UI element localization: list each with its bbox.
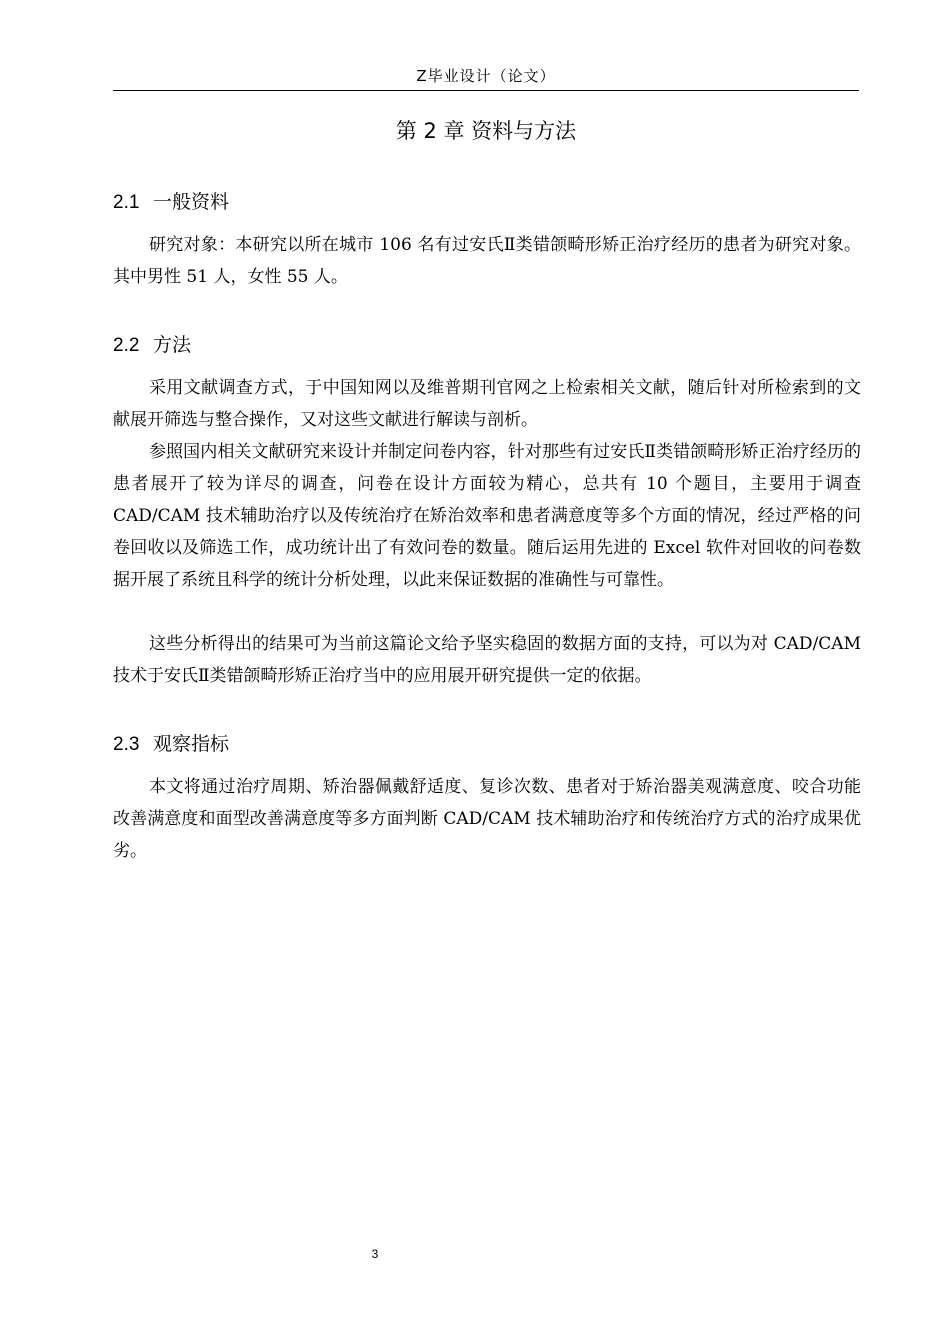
- page-header: Z毕业设计（论文）: [416, 67, 556, 85]
- header-rule: [113, 90, 859, 91]
- section-title: 观察指标: [153, 733, 230, 755]
- paragraph-2-2-2: 参照国内相关文献研究来设计并制定问卷内容，针对那些有过安氏Ⅱ类错颌畸形矫正治疗经历的患者展开了较为详尽的调查，问卷在设计方面较为精心，总共有 10 个题目，主要用于调查 CAD/CAM 技术辅助治疗以及传统治疗在矫治效率和患者满意度等多个方面的情况，经过严格的问卷回收以及筛选工作，成功统计出了有效问卷的数量。随后运用先进的 Excel 软件对回收的问卷数据开展了系统且科学的统计分析处理，以此来保证数据的准确性与可靠性。: [113, 442, 861, 590]
- section-title: 方法: [153, 334, 192, 356]
- paragraph-2-3-1: 本文将通过治疗周期、矫治器佩戴舒适度、复诊次数、患者对于矫治器美观满意度、咬合功能改善满意度和面型改善满意度等多方面判断 CAD/CAM 技术辅助治疗和传统治疗方式的治疗成果优劣。: [113, 777, 861, 861]
- section-title: 一般资料: [153, 191, 230, 213]
- chapter-title: 第 2 章 资料与方法: [395, 119, 577, 143]
- section-heading-2-3: [113, 730, 229, 759]
- paragraph-2-2-1: 采用文献调查方式，于中国知网以及维普期刊官网之上检索相关文献，随后针对所检索到的文献展开筛选与整合操作，又对这些文献进行解读与剖析。: [113, 378, 861, 430]
- paragraph-2-2-3: 这些分析得出的结果可为当前这篇论文给予坚实稳固的数据方面的支持，可以为对 CAD/CAM 技术于安氏Ⅱ类错颌畸形矫正治疗当中的应用展开研究提供一定的依据。: [113, 634, 861, 686]
- section-number: 2.1: [113, 192, 140, 213]
- section-heading-2-2: [113, 331, 191, 360]
- page-number: 3: [371, 1247, 379, 1261]
- section-number: 2.2: [113, 335, 140, 356]
- section-heading-2-1: [113, 188, 229, 217]
- section-number: 2.3: [113, 734, 140, 755]
- paragraph-2-1-1: 研究对象：本研究以所在城市 106 名有过安氏Ⅱ类错颌畸形矫正治疗经历的患者为研究对象。其中男性 51 人，女性 55 人。: [113, 235, 861, 287]
